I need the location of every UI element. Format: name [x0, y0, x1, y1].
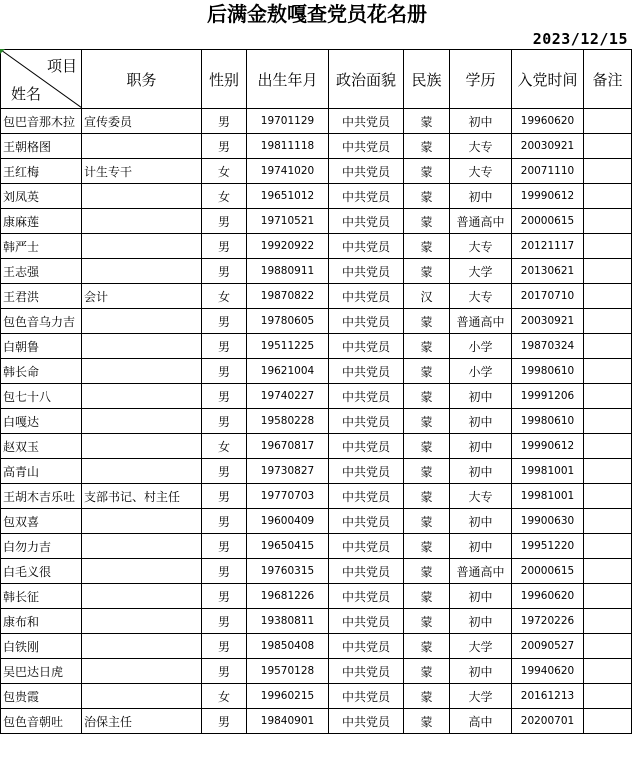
member-political-cell[interactable]: 中共党员 — [329, 384, 404, 409]
member-education-cell[interactable]: 大专 — [450, 484, 512, 509]
member-birth-cell[interactable]: 19840901 — [247, 709, 329, 734]
member-job-cell[interactable] — [82, 359, 202, 384]
member-education-cell[interactable]: 大学 — [450, 684, 512, 709]
member-ethnicity-cell[interactable]: 汉 — [404, 284, 450, 309]
member-name-cell[interactable]: 包色音朝吐 — [1, 709, 82, 734]
member-gender-cell[interactable]: 男 — [202, 134, 247, 159]
member-gender-cell[interactable]: 男 — [202, 234, 247, 259]
member-name-cell[interactable]: 王红梅 — [1, 159, 82, 184]
header-job[interactable]: 职务 — [82, 50, 202, 109]
member-birth-cell[interactable]: 19730827 — [247, 459, 329, 484]
member-name-cell[interactable]: 刘凤英 — [1, 184, 82, 209]
member-join-date-cell[interactable]: 19991206 — [512, 384, 584, 409]
member-remark-cell[interactable] — [584, 209, 632, 234]
member-ethnicity-cell[interactable]: 蒙 — [404, 459, 450, 484]
member-ethnicity-cell[interactable]: 蒙 — [404, 709, 450, 734]
member-education-cell[interactable]: 初中 — [450, 459, 512, 484]
header-name-label: 姓名 — [11, 85, 42, 103]
roster-date: 2023/12/15 — [532, 30, 628, 48]
header-item-name-cell[interactable] — [1, 50, 82, 109]
member-ethnicity-cell[interactable]: 蒙 — [404, 609, 450, 634]
member-job-cell[interactable] — [82, 334, 202, 359]
member-remark-cell[interactable] — [584, 659, 632, 684]
table-row — [1, 409, 632, 434]
member-political-cell[interactable]: 中共党员 — [329, 584, 404, 609]
member-political-cell[interactable]: 中共党员 — [329, 109, 404, 134]
header-political[interactable]: 政治面貌 — [329, 50, 404, 109]
header-education[interactable]: 学历 — [450, 50, 512, 109]
member-ethnicity-cell[interactable]: 蒙 — [404, 484, 450, 509]
member-name-cell[interactable]: 王志强 — [1, 259, 82, 284]
member-gender-cell[interactable]: 女 — [202, 684, 247, 709]
member-join-date-cell[interactable]: 20121117 — [512, 234, 584, 259]
header-remark[interactable]: 备注 — [584, 50, 632, 109]
member-birth-cell[interactable]: 19670817 — [247, 434, 329, 459]
member-join-date-cell[interactable]: 20090527 — [512, 634, 584, 659]
member-remark-cell[interactable] — [584, 409, 632, 434]
table-row — [1, 634, 632, 659]
member-political-cell[interactable]: 中共党员 — [329, 509, 404, 534]
member-ethnicity-cell[interactable]: 蒙 — [404, 634, 450, 659]
member-gender-cell[interactable]: 男 — [202, 634, 247, 659]
table-row — [1, 559, 632, 584]
member-remark-cell[interactable] — [584, 159, 632, 184]
member-birth-cell[interactable]: 19850408 — [247, 634, 329, 659]
member-ethnicity-cell[interactable]: 蒙 — [404, 234, 450, 259]
table-row — [1, 209, 632, 234]
table-row — [1, 109, 632, 134]
page-title: 后满金敖嘎查党员花名册 — [207, 2, 427, 26]
member-name-cell[interactable]: 赵双玉 — [1, 434, 82, 459]
member-job-cell[interactable]: 计生专干 — [82, 159, 202, 184]
member-job-cell[interactable] — [82, 434, 202, 459]
header-ethnicity[interactable]: 民族 — [404, 50, 450, 109]
member-join-date-cell[interactable]: 20030921 — [512, 309, 584, 334]
member-join-date-cell[interactable]: 20200701 — [512, 709, 584, 734]
member-remark-cell[interactable] — [584, 709, 632, 734]
member-name-cell[interactable]: 韩长征 — [1, 584, 82, 609]
member-name-cell[interactable]: 王君洪 — [1, 284, 82, 309]
member-political-cell[interactable]: 中共党员 — [329, 284, 404, 309]
member-birth-cell[interactable]: 19870822 — [247, 284, 329, 309]
member-remark-cell[interactable] — [584, 234, 632, 259]
header-item-label: 项目 — [46, 57, 77, 75]
member-birth-cell[interactable]: 19380811 — [247, 609, 329, 634]
header-gender[interactable]: 性别 — [202, 50, 247, 109]
member-ethnicity-cell[interactable]: 蒙 — [404, 384, 450, 409]
member-birth-cell[interactable]: 19701129 — [247, 109, 329, 134]
member-political-cell[interactable]: 中共党员 — [329, 259, 404, 284]
member-birth-cell[interactable]: 19600409 — [247, 509, 329, 534]
member-job-cell[interactable] — [82, 684, 202, 709]
member-ethnicity-cell[interactable]: 蒙 — [404, 559, 450, 584]
member-birth-cell[interactable]: 19770703 — [247, 484, 329, 509]
table-row — [1, 434, 632, 459]
member-join-date-cell[interactable]: 19981001 — [512, 459, 584, 484]
member-remark-cell[interactable] — [584, 534, 632, 559]
member-job-cell[interactable] — [82, 134, 202, 159]
member-remark-cell[interactable] — [584, 109, 632, 134]
member-join-date-cell[interactable]: 19981001 — [512, 484, 584, 509]
member-political-cell[interactable]: 中共党员 — [329, 609, 404, 634]
member-gender-cell[interactable]: 男 — [202, 409, 247, 434]
member-ethnicity-cell[interactable]: 蒙 — [404, 534, 450, 559]
member-gender-cell[interactable]: 男 — [202, 534, 247, 559]
member-remark-cell[interactable] — [584, 584, 632, 609]
member-education-cell[interactable]: 大专 — [450, 284, 512, 309]
table-row — [1, 134, 632, 159]
member-join-date-cell[interactable]: 20000615 — [512, 559, 584, 584]
table-row — [1, 359, 632, 384]
header-join-date[interactable]: 入党时间 — [512, 50, 584, 109]
member-political-cell[interactable]: 中共党员 — [329, 134, 404, 159]
member-education-cell[interactable]: 大专 — [450, 234, 512, 259]
member-name-cell[interactable]: 韩严士 — [1, 234, 82, 259]
member-education-cell[interactable]: 初中 — [450, 409, 512, 434]
member-gender-cell[interactable]: 男 — [202, 359, 247, 384]
member-join-date-cell[interactable]: 19980610 — [512, 359, 584, 384]
member-political-cell[interactable]: 中共党员 — [329, 659, 404, 684]
member-education-cell[interactable]: 高中 — [450, 709, 512, 734]
member-gender-cell[interactable]: 男 — [202, 659, 247, 684]
member-name-cell[interactable]: 包色音乌力吉 — [1, 309, 82, 334]
member-roster-table — [0, 49, 632, 734]
member-gender-cell[interactable]: 男 — [202, 584, 247, 609]
header-birth[interactable]: 出生年月 — [247, 50, 329, 109]
member-ethnicity-cell[interactable]: 蒙 — [404, 359, 450, 384]
member-name-cell[interactable]: 包双喜 — [1, 509, 82, 534]
member-ethnicity-cell[interactable]: 蒙 — [404, 584, 450, 609]
member-birth-cell[interactable]: 19780605 — [247, 309, 329, 334]
member-ethnicity-cell[interactable]: 蒙 — [404, 434, 450, 459]
member-ethnicity-cell[interactable]: 蒙 — [404, 684, 450, 709]
member-join-date-cell[interactable]: 20000615 — [512, 209, 584, 234]
member-remark-cell[interactable] — [584, 559, 632, 584]
member-job-cell[interactable] — [82, 509, 202, 534]
member-job-cell[interactable] — [82, 384, 202, 409]
member-ethnicity-cell[interactable]: 蒙 — [404, 334, 450, 359]
member-education-cell[interactable]: 大学 — [450, 634, 512, 659]
member-name-cell[interactable]: 高青山 — [1, 459, 82, 484]
table-row — [1, 709, 632, 734]
member-join-date-cell[interactable]: 20071110 — [512, 159, 584, 184]
member-political-cell[interactable]: 中共党员 — [329, 709, 404, 734]
member-remark-cell[interactable] — [584, 434, 632, 459]
member-political-cell[interactable]: 中共党员 — [329, 209, 404, 234]
member-education-cell[interactable]: 大专 — [450, 134, 512, 159]
member-birth-cell[interactable]: 19511225 — [247, 334, 329, 359]
member-gender-cell[interactable]: 男 — [202, 334, 247, 359]
member-birth-cell[interactable]: 19651012 — [247, 184, 329, 209]
member-join-date-cell[interactable]: 19960620 — [512, 109, 584, 134]
member-join-date-cell[interactable]: 19990612 — [512, 184, 584, 209]
member-gender-cell[interactable]: 女 — [202, 159, 247, 184]
member-birth-cell[interactable]: 19811118 — [247, 134, 329, 159]
member-join-date-cell[interactable]: 19951220 — [512, 534, 584, 559]
member-education-cell[interactable]: 大专 — [450, 159, 512, 184]
member-ethnicity-cell[interactable]: 蒙 — [404, 409, 450, 434]
member-gender-cell[interactable]: 男 — [202, 109, 247, 134]
member-job-cell[interactable] — [82, 584, 202, 609]
member-birth-cell[interactable]: 19880911 — [247, 259, 329, 284]
table-row — [1, 259, 632, 284]
member-gender-cell[interactable]: 男 — [202, 609, 247, 634]
member-political-cell[interactable]: 中共党员 — [329, 434, 404, 459]
table-row — [1, 584, 632, 609]
member-remark-cell[interactable] — [584, 384, 632, 409]
table-row — [1, 234, 632, 259]
member-ethnicity-cell[interactable]: 蒙 — [404, 109, 450, 134]
member-join-date-cell[interactable]: 19990612 — [512, 434, 584, 459]
member-political-cell[interactable]: 中共党员 — [329, 409, 404, 434]
member-name-cell[interactable]: 康布和 — [1, 609, 82, 634]
member-political-cell[interactable]: 中共党员 — [329, 534, 404, 559]
member-gender-cell[interactable]: 男 — [202, 709, 247, 734]
member-education-cell[interactable]: 初中 — [450, 184, 512, 209]
table-row — [1, 309, 632, 334]
member-ethnicity-cell[interactable]: 蒙 — [404, 159, 450, 184]
member-remark-cell[interactable] — [584, 459, 632, 484]
member-remark-cell[interactable] — [584, 509, 632, 534]
member-name-cell[interactable]: 白毛义很 — [1, 559, 82, 584]
member-job-cell[interactable] — [82, 409, 202, 434]
member-birth-cell[interactable]: 19710521 — [247, 209, 329, 234]
member-job-cell[interactable] — [82, 459, 202, 484]
member-job-cell[interactable] — [82, 609, 202, 634]
member-political-cell[interactable]: 中共党员 — [329, 334, 404, 359]
member-political-cell[interactable]: 中共党员 — [329, 634, 404, 659]
member-job-cell[interactable]: 宣传委员 — [82, 109, 202, 134]
member-remark-cell[interactable] — [584, 334, 632, 359]
member-name-cell[interactable]: 白勿力吉 — [1, 534, 82, 559]
member-birth-cell[interactable]: 19580228 — [247, 409, 329, 434]
member-political-cell[interactable]: 中共党员 — [329, 459, 404, 484]
member-ethnicity-cell[interactable]: 蒙 — [404, 659, 450, 684]
member-gender-cell[interactable]: 女 — [202, 184, 247, 209]
member-birth-cell[interactable]: 19960215 — [247, 684, 329, 709]
member-gender-cell[interactable]: 男 — [202, 384, 247, 409]
member-political-cell[interactable]: 中共党员 — [329, 159, 404, 184]
member-political-cell[interactable]: 中共党员 — [329, 309, 404, 334]
member-gender-cell[interactable]: 女 — [202, 434, 247, 459]
member-remark-cell[interactable] — [584, 359, 632, 384]
member-job-cell[interactable] — [82, 234, 202, 259]
member-ethnicity-cell[interactable]: 蒙 — [404, 309, 450, 334]
member-join-date-cell[interactable]: 20130621 — [512, 259, 584, 284]
header-row — [1, 50, 632, 109]
member-join-date-cell[interactable]: 19720226 — [512, 609, 584, 634]
member-job-cell[interactable] — [82, 309, 202, 334]
member-join-date-cell[interactable]: 19960620 — [512, 584, 584, 609]
member-gender-cell[interactable]: 男 — [202, 559, 247, 584]
member-ethnicity-cell[interactable]: 蒙 — [404, 209, 450, 234]
member-name-cell[interactable]: 白铁刚 — [1, 634, 82, 659]
member-gender-cell[interactable]: 男 — [202, 459, 247, 484]
member-education-cell[interactable]: 普通高中 — [450, 209, 512, 234]
member-remark-cell[interactable] — [584, 134, 632, 159]
member-remark-cell[interactable] — [584, 284, 632, 309]
table-row — [1, 684, 632, 709]
table-row — [1, 284, 632, 309]
member-birth-cell[interactable]: 19760315 — [247, 559, 329, 584]
member-education-cell[interactable]: 初中 — [450, 609, 512, 634]
member-name-cell[interactable]: 白嘎达 — [1, 409, 82, 434]
table-row — [1, 484, 632, 509]
member-gender-cell[interactable]: 女 — [202, 284, 247, 309]
member-job-cell[interactable] — [82, 559, 202, 584]
member-remark-cell[interactable] — [584, 609, 632, 634]
member-remark-cell[interactable] — [584, 184, 632, 209]
member-job-cell[interactable] — [82, 184, 202, 209]
member-education-cell[interactable]: 普通高中 — [450, 559, 512, 584]
member-name-cell[interactable]: 韩长命 — [1, 359, 82, 384]
table-row — [1, 159, 632, 184]
member-education-cell[interactable]: 初中 — [450, 384, 512, 409]
cell-marker — [0, 49, 5, 54]
member-name-cell[interactable]: 王朝格图 — [1, 134, 82, 159]
table-row — [1, 659, 632, 684]
member-name-cell[interactable]: 包贵霞 — [1, 684, 82, 709]
member-political-cell[interactable]: 中共党员 — [329, 234, 404, 259]
member-gender-cell[interactable]: 男 — [202, 309, 247, 334]
member-birth-cell[interactable]: 19570128 — [247, 659, 329, 684]
member-job-cell[interactable]: 会计 — [82, 284, 202, 309]
member-job-cell[interactable] — [82, 259, 202, 284]
member-education-cell[interactable]: 初中 — [450, 534, 512, 559]
member-name-cell[interactable]: 吴巴达日虎 — [1, 659, 82, 684]
member-remark-cell[interactable] — [584, 309, 632, 334]
member-political-cell[interactable]: 中共党员 — [329, 559, 404, 584]
member-gender-cell[interactable]: 男 — [202, 484, 247, 509]
member-education-cell[interactable]: 普通高中 — [450, 309, 512, 334]
member-remark-cell[interactable] — [584, 259, 632, 284]
member-birth-cell[interactable]: 19920922 — [247, 234, 329, 259]
member-birth-cell[interactable]: 19621004 — [247, 359, 329, 384]
member-political-cell[interactable]: 中共党员 — [329, 184, 404, 209]
member-job-cell[interactable] — [82, 209, 202, 234]
member-birth-cell[interactable]: 19741020 — [247, 159, 329, 184]
member-join-date-cell[interactable]: 19870324 — [512, 334, 584, 359]
member-ethnicity-cell[interactable]: 蒙 — [404, 184, 450, 209]
table-row — [1, 184, 632, 209]
table-row — [1, 609, 632, 634]
member-birth-cell[interactable]: 19650415 — [247, 534, 329, 559]
member-join-date-cell[interactable]: 20161213 — [512, 684, 584, 709]
member-ethnicity-cell[interactable]: 蒙 — [404, 134, 450, 159]
table-row — [1, 509, 632, 534]
member-gender-cell[interactable]: 男 — [202, 209, 247, 234]
member-education-cell[interactable]: 初中 — [450, 509, 512, 534]
member-remark-cell[interactable] — [584, 684, 632, 709]
member-gender-cell[interactable]: 男 — [202, 509, 247, 534]
member-name-cell[interactable]: 康麻莲 — [1, 209, 82, 234]
member-gender-cell[interactable]: 男 — [202, 259, 247, 284]
member-join-date-cell[interactable]: 19900630 — [512, 509, 584, 534]
table-row — [1, 459, 632, 484]
member-political-cell[interactable]: 中共党员 — [329, 684, 404, 709]
member-name-cell[interactable]: 白朝鲁 — [1, 334, 82, 359]
member-education-cell[interactable]: 初中 — [450, 434, 512, 459]
member-education-cell[interactable]: 大学 — [450, 259, 512, 284]
member-ethnicity-cell[interactable]: 蒙 — [404, 259, 450, 284]
member-job-cell[interactable] — [82, 534, 202, 559]
member-join-date-cell[interactable]: 20030921 — [512, 134, 584, 159]
member-name-cell[interactable]: 王胡木吉乐吐 — [1, 484, 82, 509]
table-row — [1, 384, 632, 409]
member-job-cell[interactable]: 支部书记、村主任 — [82, 484, 202, 509]
member-birth-cell[interactable]: 19740227 — [247, 384, 329, 409]
member-ethnicity-cell[interactable]: 蒙 — [404, 509, 450, 534]
member-name-cell[interactable]: 包七十八 — [1, 384, 82, 409]
member-birth-cell[interactable]: 19681226 — [247, 584, 329, 609]
member-political-cell[interactable]: 中共党员 — [329, 359, 404, 384]
member-join-date-cell[interactable]: 19940620 — [512, 659, 584, 684]
member-remark-cell[interactable] — [584, 484, 632, 509]
member-education-cell[interactable]: 初中 — [450, 584, 512, 609]
member-join-date-cell[interactable]: 20170710 — [512, 284, 584, 309]
member-education-cell[interactable]: 初中 — [450, 659, 512, 684]
member-job-cell[interactable] — [82, 659, 202, 684]
member-job-cell[interactable] — [82, 634, 202, 659]
member-remark-cell[interactable] — [584, 634, 632, 659]
member-political-cell[interactable]: 中共党员 — [329, 484, 404, 509]
member-job-cell[interactable]: 治保主任 — [82, 709, 202, 734]
table-row — [1, 334, 632, 359]
member-education-cell[interactable]: 小学 — [450, 359, 512, 384]
member-education-cell[interactable]: 初中 — [450, 109, 512, 134]
member-education-cell[interactable]: 小学 — [450, 334, 512, 359]
table-row — [1, 534, 632, 559]
member-name-cell[interactable]: 包巴音那木拉 — [1, 109, 82, 134]
member-join-date-cell[interactable]: 19980610 — [512, 409, 584, 434]
